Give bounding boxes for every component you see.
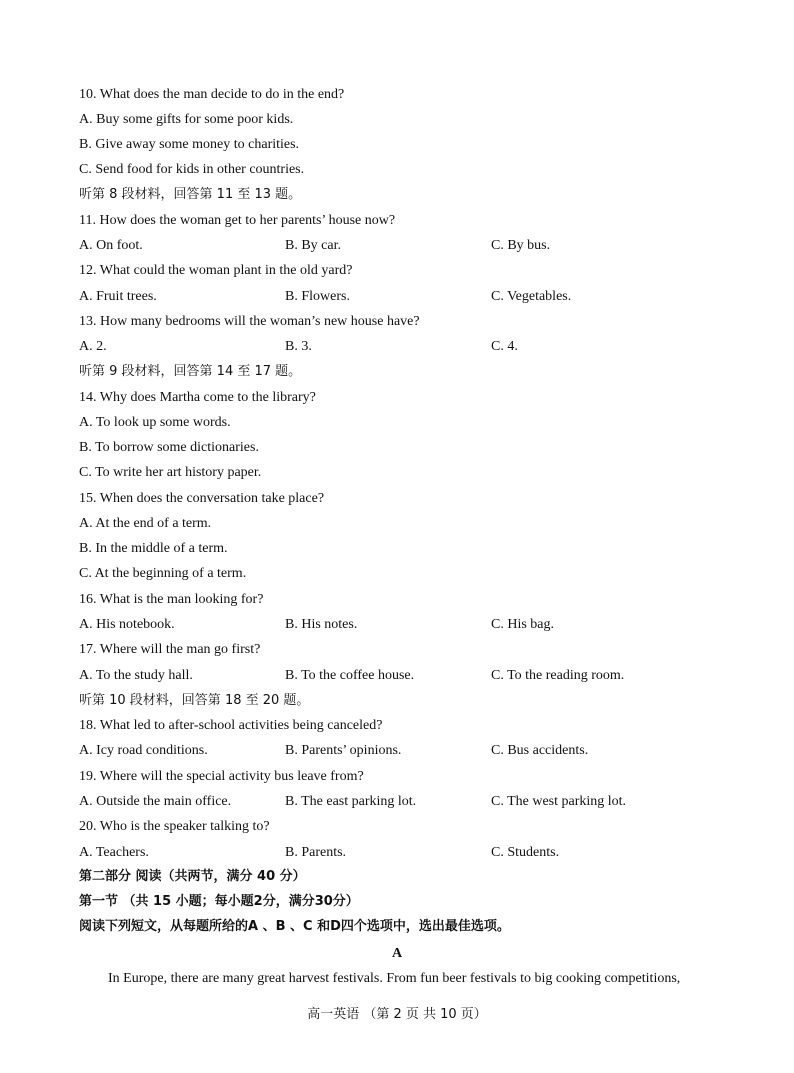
passage-letter: A <box>391 946 403 961</box>
section-heading-material-8: 听第 8 段材料，回答第 11 至 13 题。 <box>79 187 302 202</box>
question-13: 13. How many bedrooms will the woman’s new house have? <box>79 314 420 329</box>
question-11: 11. How does the woman get to her parents’ house now? <box>79 213 396 228</box>
option-20a: A. Teachers. <box>79 845 149 860</box>
option-14b: B. To borrow some dictionaries. <box>79 440 259 455</box>
option-18a: A. Icy road conditions. <box>79 743 208 758</box>
option-10c: C. Send food for kids in other countries. <box>79 162 305 177</box>
option-14c: C. To write her art history paper. <box>79 465 262 480</box>
question-14: 14. Why does Martha come to the library? <box>79 390 316 405</box>
question-18: 18. What led to after-school activities being canceled? <box>79 718 383 733</box>
option-13b: B. 3. <box>285 339 312 354</box>
option-11a: A. On foot. <box>79 238 143 253</box>
option-17c: C. To the reading room. <box>491 668 625 683</box>
option-12a: A. Fruit trees. <box>79 289 157 304</box>
option-15c: C. At the beginning of a term. <box>79 566 247 581</box>
section-heading-material-10: 听第 10 段材料，回答第 18 至 20 题。 <box>79 693 310 708</box>
page-footer: 高一英语 （第 2 页 共 10 页） <box>307 1007 487 1022</box>
reading-instruction: 阅读下列短文，从每题所给的A 、B 、C 和D四个选项中，选出最佳选项。 <box>79 919 510 934</box>
option-17b: B. To the coffee house. <box>285 668 415 683</box>
option-12c: C. Vegetables. <box>491 289 572 304</box>
option-18c: C. Bus accidents. <box>491 743 589 758</box>
question-16: 16. What is the man looking for? <box>79 592 264 607</box>
option-16a: A. His notebook. <box>79 617 175 632</box>
question-17: 17. Where will the man go first? <box>79 642 261 657</box>
passage-first-line: In Europe, there are many great harvest festivals. From fun beer festivals to big cooking competitions, <box>108 971 681 986</box>
option-18b: B. Parents’ opinions. <box>285 743 402 758</box>
option-19a: A. Outside the main office. <box>79 794 232 809</box>
option-11b: B. By car. <box>285 238 341 253</box>
option-14a: A. To look up some words. <box>79 415 231 430</box>
section-1-heading: 第一节 （共 15 小题；每小题2分，满分30分） <box>79 894 359 909</box>
option-13c: C. 4. <box>491 339 518 354</box>
question-15: 15. When does the conversation take place? <box>79 491 325 506</box>
option-10a: A. Buy some gifts for some poor kids. <box>79 112 294 127</box>
option-15b: B. In the middle of a term. <box>79 541 228 556</box>
option-12b: B. Flowers. <box>285 289 350 304</box>
option-16b: B. His notes. <box>285 617 358 632</box>
option-19b: B. The east parking lot. <box>285 794 417 809</box>
option-20c: C. Students. <box>491 845 560 860</box>
option-11c: C. By bus. <box>491 238 551 253</box>
section-heading-material-9: 听第 9 段材料，回答第 14 至 17 题。 <box>79 364 302 379</box>
option-20b: B. Parents. <box>285 845 347 860</box>
question-19: 19. Where will the special activity bus leave from? <box>79 769 364 784</box>
option-13a: A. 2. <box>79 339 107 354</box>
question-10: 10. What does the man decide to do in the end? <box>79 87 345 102</box>
option-17a: A. To the study hall. <box>79 668 193 683</box>
option-15a: A. At the end of a term. <box>79 516 212 531</box>
option-16c: C. His bag. <box>491 617 554 632</box>
part-2-heading: 第二部分 阅读（共两节，满分 40 分） <box>79 869 306 884</box>
option-19c: C. The west parking lot. <box>491 794 627 809</box>
option-10b: B. Give away some money to charities. <box>79 137 300 152</box>
question-12: 12. What could the woman plant in the old yard? <box>79 263 353 278</box>
question-20: 20. Who is the speaker talking to? <box>79 819 270 834</box>
